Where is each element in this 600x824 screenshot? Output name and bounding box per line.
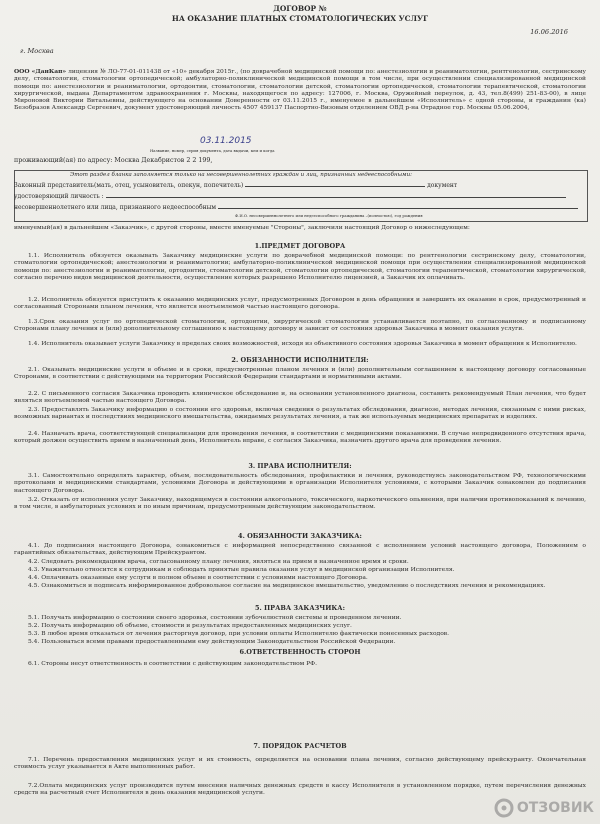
minor-box-heading: Этот раздел бланка заполняется только на несовершеннолетних граждан и лиц, признанных недееспособными:: [70, 172, 413, 178]
section-5-title: 5. ПРАВА ЗАКАЗЧИКА:: [255, 604, 345, 612]
minor-box-line3: несовершеннолетнего или лица, признанного недееспособным: [14, 204, 578, 211]
section-1-title: 1.ПРЕДМЕТ ДОГОВОРА: [254, 242, 346, 250]
company-name: ООО «ДанКап»: [14, 68, 67, 75]
section-2-para-4: 2.4. Назначать врача, соответствующей специализации для проведения лечения, в соответствии с медицинскими показаниями. В случае непредвиденного отсутствия врача, который должен осуществить прием в назначенный день, Исполнитель вправе, с согласия Заказчика, назначить другого врача для проведения лечения.: [14, 430, 586, 445]
section-4-para-5: 4.5. Ознакомиться и подписать информированное добровольное согласие на медицинское вмешательство, уведомление о последствиях лечения и рекомендациях.: [28, 582, 546, 589]
section-4-para-1: 4.1. До подписания настоящего Договора, ознакомиться с информацией непосредственно связанной с исполнением условий настоящего договора, Положением о гарантийных обязательствах, действующим Прейскурантом.: [14, 542, 586, 557]
section-7-para-1: 7.1. Перечень предоставления медицинских услуг и их стоимость, определяется на основании плана лечения, согласно действующему прейскуранту. Окончательная стоимость услуг указывается в Акте выполненных работ.: [14, 756, 586, 771]
section-4-para-2: 4.2. Следовать рекомендациям врача, согласованному плану лечения, являться на прием в назначенное время и сроки.: [28, 558, 409, 565]
license-text: лицензия № ЛО-77-01-011438 от «10» декабря 2015г., (по доврачебной медицинской помощи по: анестезиологии и реаниматологии, рентгенологии, сестринскому делу, стоматологии, стоматологии ортопедической; амбулаторно-поликлинической медицинской помощи в том числе, при осуществлении специализированной медицинской помощи по: анестезиологии и реаниматологии, ортодонтии, стоматологии, стоматологии детской, стоматологии ортопедической, стоматологии терапевтической, стоматологии хирургической, выдана Департаментом здравоохранения г. Москвы, находящегося по адресу: 127006, г. Москва, Оружейный переулок, д. 43, тел.8(499) 251-83-00), в лице Мироновой Виктории Витальевны, действующего на основании Доверенности от 03.11.2015 г., именуемое в дальнейшем «Исполнитель» с одной стороны, и гражданин (ка) Безобразов Александр Сергеевич, документ удостоверяющий личность 4507 459137 Паспортно-Визовым отделением ОВД р-на Отрадное гор. Москвы 05.06.2004,: [14, 68, 586, 112]
watermark: [494, 798, 594, 818]
section-1-para-1: 1.1. Исполнитель обязуется оказывать Заказчику медицинские услуги по доврачебной медицинской помощи: по рентгенологии сестринскому делу, стоматологии, стоматологии ортопедической; анестезиологии и реаниматологии; амбулаторно-поликлинической медицинской помощи при осуществлении специализированной медицинской помощи по: анестезиологии и реаниматологии, ортодонтии, стоматологии детской, стоматологии ортопедической, стоматологии терапевтической, стоматологии хирургической, согласно перечню видов медицинской деятельности, осуществление которых разрешено Исполнителю лицензией, а Заказчик их оплачивать.: [14, 252, 586, 281]
handwritten-date: 03.11.2015: [200, 136, 252, 146]
city: г. Москва: [20, 47, 54, 55]
section-5-para-4: 5.4. Пользоваться всеми правами предоставленными ему действующим Законодательством Российской Федерации.: [28, 638, 396, 645]
document-number-label: ДОГОВОР №: [273, 4, 327, 13]
section-5-para-1: 5.1. Получать информацию о состоянии своего здоровья, состоянии зубочелюстной системы и проведенном лечении.: [28, 614, 402, 621]
parties-paragraph: именуемый(ая) в дальнейшем «Заказчик», с другой стороны, вместе именуемые "Стороны", заключили настоящий Договор о нижеследующем:: [14, 224, 470, 231]
section-7-para-2: 7.2.Оплата медицинских услуг производится путем внесения наличных денежных средств в кассу Исполнителя в установленном порядке, путем перечисления денежных средств на расчетный счет Исполнителя в день оказания медицинской услуги.: [14, 782, 586, 797]
section-2-title: 2. ОБЯЗАННОСТИ ИСПОЛНИТЕЛЯ:: [231, 356, 369, 364]
intro-paragraph: [14, 68, 586, 112]
section-2-para-3: 2.3. Предоставлять Заказчику информацию о состоянии его здоровья, включая сведения о результатах обследования, диагнозе, методах лечения, связанным с ними рисках, возможных вариантах и последствиях медицинского вмешательства, ожидаемых результатах лечения, а так же используемых медицинских препаратах и изделиях.: [14, 406, 586, 421]
section-4-para-4: 4.4. Оплачивать оказанные ему услуги в полном объеме в соответствии с условиями настоящего Договора.: [28, 574, 368, 581]
section-6-title: 6.ОТВЕТСТВЕННОСТЬ СТОРОН: [239, 648, 361, 656]
section-1-para-2: 1.2. Исполнитель обязуется приступить к оказанию медицинских услуг, предусмотренных Договором в день обращения и завершить их оказание в срок, предусмотренный и согласованный Сторонами планом лечения, что является неотъемлемой частью настоящего договора.: [14, 296, 586, 311]
section-7-title: 7. ПОРЯДОК РАСЧЕТОВ: [253, 742, 347, 750]
section-1-para-3: 1.3.Срок оказания услуг по ортопедической стоматологии, ортодонтии, хирургической стоматологии устанавливается поэтапно, по согласованному и подписанному Сторонами плану лечения и (или) дополнительному соглашению к настоящему договору и зависит от состояния здоровья Заказчика в момент оказания услуги.: [14, 318, 586, 333]
document-date: 16.06.2016: [530, 28, 568, 36]
minor-box-line2: удостоверяющий личность :: [14, 193, 566, 200]
section-3-para-1: 3.1. Самостоятельно определять характер, объем, последовательность обследования, профилактики и лечения, руководствуясь законодательством РФ, технологическими протоколами и медицинскими стандартами, условиями Договора и действующими в организации Исполнителя условиями, с которыми Заказчик ознакомлен до подписания настоящего Договора.: [14, 472, 586, 494]
minor-box-line1: Законный представитель(мать, отец, усыновитель, опекун, попечитель) документ: [14, 182, 458, 189]
residence-line: проживающий(ая) по адресу: Москва Декабристов 2 2 199,: [14, 157, 213, 164]
otzovik-logo-icon: [494, 798, 514, 818]
section-4-para-3: 4.3. Уважительно относится к сотрудникам и соблюдать принятые правила оказания услуг в медицинской организации Исполнителя.: [28, 566, 455, 573]
section-2-para-2: 2.2. С письменного согласия Заказчика проводить клиническое обследование и, на основании установленного диагноза, составить рекомендуемый План лечения, что будет являться неотъемлемой частью настоящего Договора.: [14, 390, 586, 405]
document-caption: Название, номер, серия документа, дата выдачи, кем и когда: [150, 148, 275, 153]
section-3-title: 3. ПРАВА ИСПОЛНИТЕЛЯ:: [248, 462, 352, 470]
section-2-para-1: 2.1. Оказывать медицинские услуги в объеме и в сроки, предусмотренные планом лечения и (или) дополнительным соглашением к настоящему договору согласованные Сторонами, в соответствии с действующими на территории Российской Федерации стандартами и нормативными актами.: [14, 366, 586, 381]
section-4-title: 4. ОБЯЗАННОСТИ ЗАКАЗЧИКА:: [238, 532, 362, 540]
section-1-para-4: 1.4. Исполнитель оказывает услуги Заказчику в пределах своих возможностей, исходя из объективного состояния здоровья Заказчика в момент обращения к Исполнителю.: [28, 340, 577, 347]
minor-box-caption: Ф.И.О. несовершеннолетнего или недееспособного гражданина –(полностью), год рождения: [235, 213, 423, 218]
watermark-text: ОТЗОВИК: [516, 800, 594, 816]
section-3-para-2: 3.2. Отказать от исполнения услуг Заказчику, находящемуся в состоянии алкогольного, токсического, наркотического опьянения, при наличии противопоказаний к лечению, в том числе, в амбулаторных условиях и по иным причинам, предусмотренным действующим законодательством.: [14, 496, 586, 511]
document-title: НА ОКАЗАНИЕ ПЛАТНЫХ СТОМАТОЛОГИЧЕСКИХ УСЛУГ: [171, 14, 429, 23]
section-6-para-1: 6.1. Стороны несут ответственность в соответствии с действующим законодательством РФ.: [28, 660, 317, 667]
section-5-para-2: 5.2. Получать информацию об объеме, стоимости и результатах предоставленных медицинских услуг.: [28, 622, 352, 629]
section-5-para-3: 5.3. В любое время отказаться от лечения расторгнув договор, при условии оплаты Исполнителю фактически понесенных расходов.: [28, 630, 450, 637]
